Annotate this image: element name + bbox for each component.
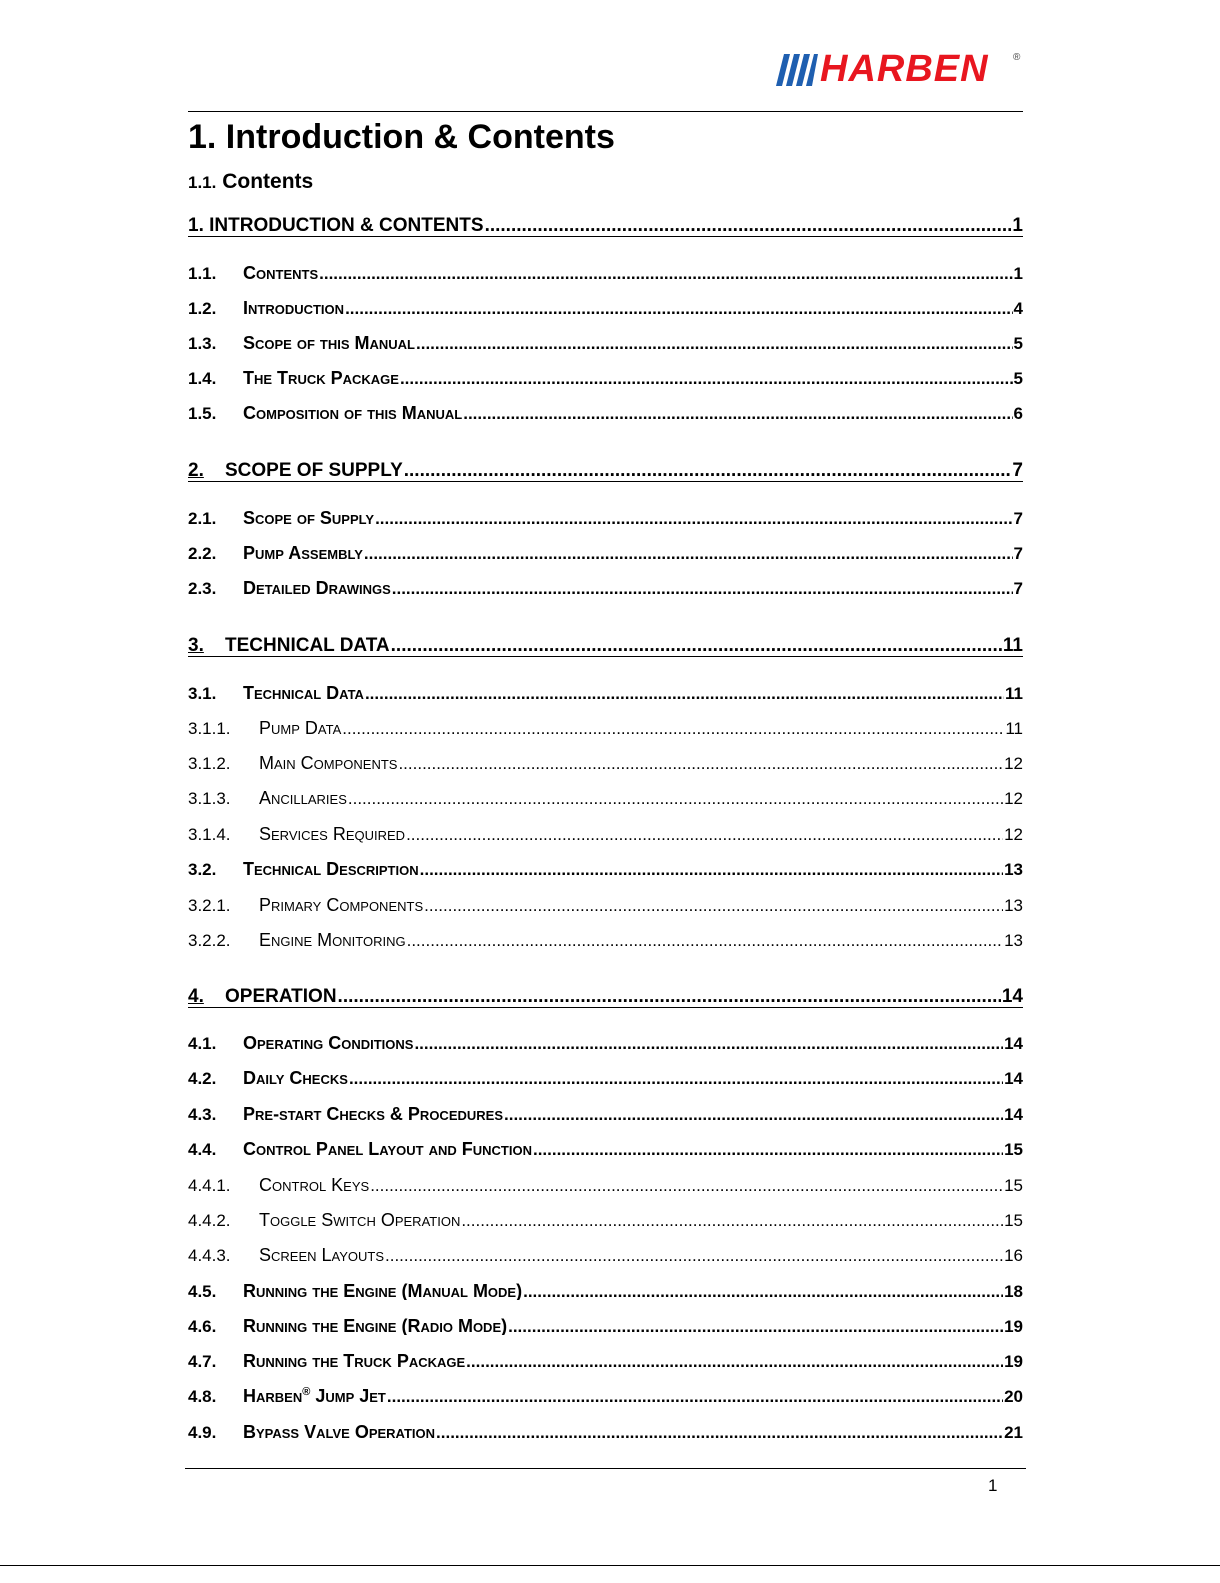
toc-entry-title-text: Primary Components	[259, 896, 424, 914]
toc-entry-number: 3.2.2.	[188, 931, 231, 949]
toc-leader-dots	[523, 1283, 1003, 1300]
toc-entry-title	[259, 719, 341, 737]
toc-entry[interactable]	[188, 719, 1023, 737]
toc-entry-title-text: 1. INTRODUCTION & CONTENTS	[188, 215, 484, 236]
toc-entry-number: 3.1.3.	[188, 789, 231, 807]
toc-entry-page: 15	[1004, 1140, 1023, 1158]
toc-entry-title	[259, 1176, 369, 1194]
toc-entry-title-text: TECHNICAL DATA	[225, 635, 390, 656]
toc-entry-number: 4.1.	[188, 1034, 217, 1052]
toc-entry-title	[243, 1317, 507, 1335]
toc-leader-dots	[485, 216, 1012, 235]
toc-entry-page: 1	[1012, 215, 1023, 236]
toc-entry-page: 15	[1004, 1211, 1023, 1229]
toc-entry-title	[259, 896, 423, 914]
toc-leader-dots	[319, 265, 1012, 282]
toc-entry[interactable]	[188, 264, 1023, 282]
toc-entry-page: 13	[1004, 931, 1023, 949]
toc-entry[interactable]	[188, 216, 1023, 237]
toc-entry-title	[243, 1069, 348, 1087]
toc-entry-title	[243, 1352, 465, 1370]
toc-entry-page: 20	[1004, 1387, 1023, 1405]
toc-entry-number: 4.8.	[188, 1387, 217, 1405]
toc-entry-page: 5	[1013, 334, 1023, 352]
toc-entry-page: 19	[1004, 1317, 1023, 1335]
toc-entry[interactable]	[188, 369, 1023, 387]
toc-entry-title-continuation: Jump Jet	[310, 1387, 386, 1405]
toc-entry-title	[259, 1211, 460, 1229]
toc-entry[interactable]	[188, 1423, 1023, 1441]
toc-entry-number: 4.4.1.	[188, 1176, 231, 1194]
toc-entry-title-text: Pump Data	[259, 719, 342, 737]
toc-entry-title-text: Daily Checks	[243, 1069, 348, 1087]
toc-entry-page: 14	[1004, 1034, 1023, 1052]
toc-entry-title-text: Toggle Switch Operation	[259, 1211, 461, 1229]
toc-entry-page: 14	[1004, 1105, 1023, 1123]
toc-entry-page: 14	[1001, 986, 1023, 1007]
toc-entry-number: 2.2.	[188, 544, 217, 562]
toc-entry-title-text: Control Panel Layout and Function	[243, 1140, 532, 1158]
toc-entry-title-text: Pump Assembly	[243, 544, 363, 562]
toc-entry-title	[243, 1423, 435, 1441]
toc-leader-dots	[463, 405, 1012, 422]
page-number: 1	[988, 1476, 998, 1495]
toc-entry[interactable]	[188, 1246, 1023, 1264]
toc-entry-number: 4.7.	[188, 1352, 217, 1370]
toc-entry-title	[259, 931, 406, 949]
toc-entry-number: 4.2.	[188, 1069, 217, 1087]
toc-leader-dots	[348, 790, 1003, 807]
toc-entry[interactable]	[188, 404, 1023, 422]
toc-entry[interactable]	[188, 1069, 1023, 1087]
toc-entry-page: 16	[1004, 1246, 1023, 1264]
toc-entry-number: 2.3.	[188, 579, 217, 597]
toc-entry[interactable]	[188, 754, 1023, 772]
toc-entry-title-text: Ancillaries	[259, 789, 347, 807]
toc-entry-number: 4.4.3.	[188, 1246, 231, 1264]
toc-entry-title-text: Operating Conditions	[243, 1034, 414, 1052]
toc-entry-title-text: Control Keys	[259, 1176, 370, 1194]
toc-entry-page: 5	[1013, 369, 1023, 387]
toc-entry-page: 14	[1004, 1069, 1023, 1087]
toc-leader-dots	[416, 335, 1013, 352]
section-heading	[188, 170, 313, 194]
toc-entry-title-text: Main Components	[259, 754, 398, 772]
toc-entry-number: 3.	[188, 635, 204, 656]
toc-entry-number: 4.4.2.	[188, 1211, 231, 1229]
toc-entry-title-text: Detailed Drawings	[243, 579, 391, 597]
toc-entry[interactable]	[188, 509, 1023, 527]
toc-entry-title	[243, 579, 391, 597]
toc-leader-dots	[398, 755, 1003, 772]
toc-leader-dots	[406, 826, 1003, 843]
toc-entry[interactable]	[188, 579, 1023, 597]
toc-entry-title	[243, 684, 364, 702]
toc-leader-dots	[436, 1424, 1003, 1441]
toc-leader-dots	[508, 1318, 1003, 1335]
toc-entry-title-text: Pre-start Checks & Procedures	[243, 1105, 504, 1123]
toc-entry-page: 13	[1004, 860, 1023, 878]
toc-entry-number: 3.1.2.	[188, 754, 231, 772]
toc-entry[interactable]	[188, 1105, 1023, 1123]
logo-stripes-icon	[776, 54, 818, 86]
logo-registered-mark: ®	[1013, 52, 1021, 63]
toc-leader-dots	[400, 370, 1013, 387]
toc-entry-number: 4.9.	[188, 1423, 217, 1441]
toc-entry-number: 3.1.	[188, 684, 217, 702]
toc-entry-title	[243, 1140, 532, 1158]
harben-logo	[776, 50, 1026, 90]
toc-entry[interactable]	[188, 636, 1023, 657]
toc-leader-dots	[387, 1388, 1003, 1405]
toc-leader-dots	[338, 987, 1001, 1006]
toc-entry-page: 6	[1013, 404, 1023, 422]
toc-entry-number: 2.	[188, 460, 204, 481]
toc-entry-title-text: Running the Engine (Manual Mode)	[243, 1282, 523, 1300]
toc-leader-dots	[392, 580, 1013, 597]
toc-entry-page: 12	[1004, 825, 1023, 843]
toc-entry[interactable]	[188, 1211, 1023, 1229]
toc-entry-title	[243, 509, 374, 527]
toc-entry-title-text: Scope of Supply	[243, 509, 375, 527]
chapter-heading: 1. Introduction & Contents	[188, 118, 615, 156]
toc-entry-title	[225, 636, 390, 655]
toc-leader-dots	[533, 1141, 1003, 1158]
toc-entry-title	[243, 1282, 522, 1300]
toc-entry-page: 11	[1005, 684, 1023, 702]
toc-entry[interactable]	[188, 544, 1023, 562]
toc-entry-title-text: Scope of this Manual	[243, 334, 416, 352]
toc-leader-dots	[370, 1177, 1003, 1194]
toc-entry-title-text: Harben	[243, 1387, 303, 1405]
toc-entry-title-text: Engine Monitoring	[259, 931, 406, 949]
footer-rule	[185, 1468, 1026, 1469]
toc-entry[interactable]	[188, 1140, 1023, 1158]
toc-leader-dots	[424, 897, 1003, 914]
toc-entry-number: 1.3.	[188, 334, 217, 352]
toc-entry-number: 3.1.4.	[188, 825, 231, 843]
toc-entry[interactable]	[188, 1282, 1023, 1300]
toc-entry-title-text: Services Required	[259, 825, 406, 843]
toc-entry[interactable]	[188, 1387, 1023, 1405]
toc-leader-dots	[407, 932, 1003, 949]
toc-entry-title-text: SCOPE OF SUPPLY	[225, 460, 403, 481]
toc-entry[interactable]	[188, 299, 1023, 317]
toc-entry[interactable]	[188, 860, 1023, 878]
toc-entry-title-text: Screen Layouts	[259, 1246, 385, 1264]
toc-entry-title	[243, 1105, 503, 1123]
toc-entry-title	[259, 1246, 384, 1264]
toc-entry-number: 4.5.	[188, 1282, 217, 1300]
toc-entry[interactable]	[188, 896, 1023, 914]
toc-entry-title	[243, 299, 344, 317]
page-edge-line	[0, 1565, 1220, 1566]
toc-entry-title-text: Contents	[243, 264, 319, 282]
toc-leader-dots	[345, 300, 1012, 317]
toc-entry-page: 21	[1004, 1423, 1023, 1441]
toc-entry-title	[188, 216, 484, 235]
toc-entry-page: 18	[1004, 1282, 1023, 1300]
toc-entry-number: 4.4.	[188, 1140, 217, 1158]
toc-entry-page: 7	[1013, 509, 1023, 527]
toc-entry-title-text: Running the Truck Package	[243, 1352, 466, 1370]
toc-entry-title	[225, 987, 337, 1006]
toc-entry-title	[243, 264, 318, 282]
toc-entry-number: 3.2.1.	[188, 896, 231, 914]
toc-entry-page: 19	[1004, 1352, 1023, 1370]
toc-entry-title-text: OPERATION	[225, 986, 337, 1007]
toc-entry-title	[243, 334, 415, 352]
header-rule	[188, 111, 1023, 112]
toc-leader-dots	[404, 461, 1012, 480]
toc-entry-page: 12	[1004, 754, 1023, 772]
toc-entry-number: 1.4.	[188, 369, 217, 387]
toc-leader-dots	[420, 861, 1003, 878]
toc-entry-title-text: Running the Engine (Radio Mode)	[243, 1317, 508, 1335]
toc-entry-number: 4.6.	[188, 1317, 217, 1335]
toc-entry-number: 4.3.	[188, 1105, 217, 1123]
toc-entry-page: 7	[1013, 544, 1023, 562]
toc-entry-title	[243, 1387, 386, 1405]
toc-entry-number: 1.2.	[188, 299, 217, 317]
toc-entry-number: 4.	[188, 986, 204, 1007]
toc-entry-title	[225, 461, 403, 480]
toc-entry[interactable]	[188, 789, 1023, 807]
toc-leader-dots	[349, 1070, 1003, 1087]
toc-entry[interactable]	[188, 461, 1023, 482]
toc-leader-dots	[504, 1106, 1003, 1123]
toc-leader-dots	[385, 1247, 1003, 1264]
toc-entry-number: 3.1.1.	[188, 719, 231, 737]
toc-entry-title	[243, 369, 399, 387]
toc-entry-title-text: Composition of this Manual	[243, 404, 463, 422]
toc-entry-page: 12	[1004, 789, 1023, 807]
toc-entry-page: 11	[1002, 635, 1023, 656]
toc-entry[interactable]	[188, 825, 1023, 843]
toc-entry-title	[243, 544, 363, 562]
toc-leader-dots	[391, 636, 1002, 655]
toc-entry-page: 1	[1013, 264, 1023, 282]
toc-entry-title	[259, 825, 405, 843]
toc-entry[interactable]	[188, 931, 1023, 949]
logo-wordmark: HARBEN	[820, 48, 989, 90]
toc-leader-dots	[466, 1353, 1003, 1370]
toc-entry-title	[243, 404, 462, 422]
toc-entry-page: 15	[1004, 1176, 1023, 1194]
toc-entry-title	[259, 789, 347, 807]
toc-entry[interactable]	[188, 334, 1023, 352]
toc-entry[interactable]	[188, 1176, 1023, 1194]
toc-entry-number: 1.1.	[188, 264, 217, 282]
toc-entry-title-text: Introduction	[243, 299, 345, 317]
toc-entry-title-superscript: ®	[302, 1387, 311, 1398]
toc-entry[interactable]	[188, 1317, 1023, 1335]
toc-entry-page: 11	[1005, 719, 1023, 737]
toc-entry-title	[243, 860, 419, 878]
toc-entry-number: 1.5.	[188, 404, 217, 422]
toc-entry[interactable]	[188, 987, 1023, 1008]
toc-entry-page: 4	[1013, 299, 1023, 317]
toc-entry-page: 7	[1012, 460, 1023, 481]
toc-entry-title-text: Technical Description	[243, 860, 419, 878]
toc-entry-page: 7	[1013, 579, 1023, 597]
toc-leader-dots	[342, 720, 1004, 737]
toc-entry-title-text: Bypass Valve Operation	[243, 1423, 436, 1441]
toc-entry-title-text: Technical Data	[243, 684, 364, 702]
section-heading-text: Contents	[222, 170, 314, 193]
toc-leader-dots	[461, 1212, 1003, 1229]
toc-entry-number: 3.2.	[188, 860, 217, 878]
toc-entry-number: 2.1.	[188, 509, 217, 527]
toc-entry-page: 13	[1004, 896, 1023, 914]
toc-leader-dots	[414, 1035, 1003, 1052]
toc-leader-dots	[375, 510, 1012, 527]
toc-entry-title-text: The Truck Package	[243, 369, 399, 387]
section-heading-number: 1.1.	[188, 173, 217, 192]
toc-entry-title	[259, 754, 397, 772]
toc-entry[interactable]	[188, 1352, 1023, 1370]
toc-leader-dots	[365, 685, 1004, 702]
toc-entry-title	[243, 1034, 413, 1052]
toc-leader-dots	[364, 545, 1013, 562]
toc-entry[interactable]	[188, 684, 1023, 702]
toc-entry[interactable]	[188, 1034, 1023, 1052]
